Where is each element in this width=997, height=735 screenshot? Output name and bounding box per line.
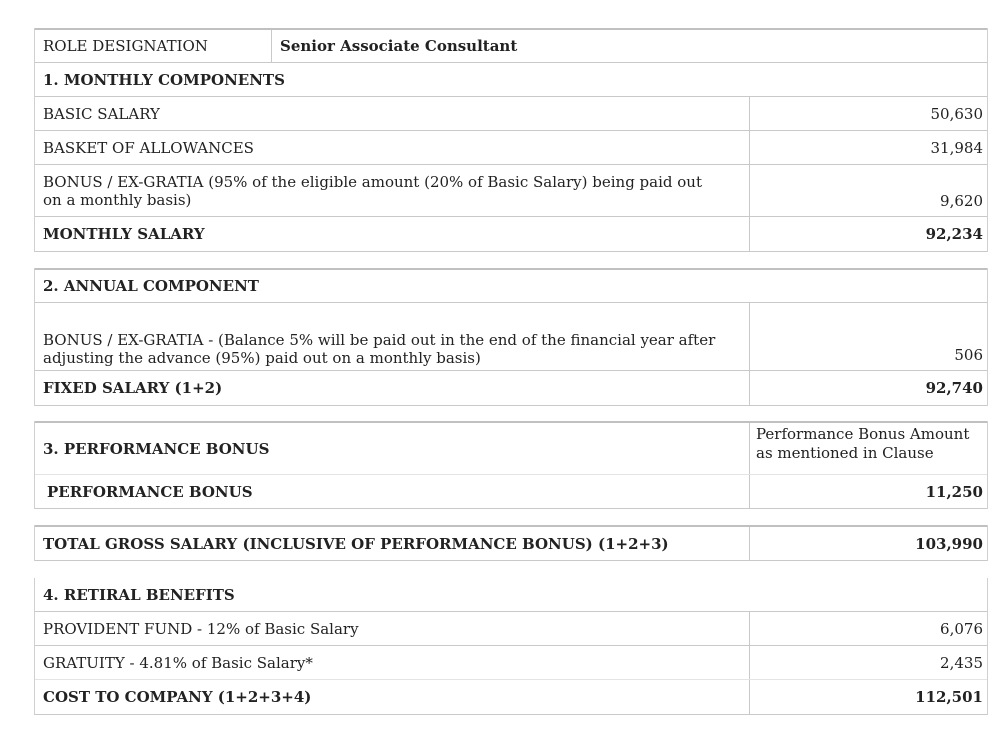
basic-salary-label: BASIC SALARY (43, 104, 160, 123)
gross-salary-row (35, 527, 987, 561)
provident-fund-value: 6,076 (749, 612, 987, 645)
table-row (35, 97, 987, 131)
fixed-salary-label: FIXED SALARY (1+2) (43, 379, 223, 397)
section-1-title-row (35, 63, 987, 97)
section-2-title-row (35, 270, 987, 303)
role-designation-value: Senior Associate Consultant (271, 30, 987, 62)
table-row (35, 646, 987, 680)
basic-salary-value: 50,630 (749, 97, 987, 130)
table-row (35, 612, 987, 646)
performance-bonus-note (749, 423, 987, 474)
gratuity-value: 2,435 (749, 646, 987, 679)
monthly-salary-label: MONTHLY SALARY (43, 225, 205, 243)
gross-salary-label: TOTAL GROSS SALARY (INCLUSIVE OF PERFORMANCE BONUS) (1+2+3) (43, 534, 669, 553)
cost-to-company-label: COST TO COMPANY (1+2+3+4) (43, 688, 312, 706)
monthly-bonus-label: BONUS / EX-GRATIA (95% of the eligible amount (20% of Basic Salary) being paid out on a monthly basis) (43, 172, 702, 209)
section-4-title-row (35, 578, 987, 612)
table-row (35, 131, 987, 165)
section-4-title: 4. RETIRAL BENEFITS (43, 585, 235, 604)
monthly-bonus-value: 9,620 (749, 165, 987, 216)
gratuity-label: GRATUITY - 4.81% of Basic Salary* (43, 653, 313, 672)
basket-of-allowances-label: BASKET OF ALLOWANCES (43, 138, 254, 157)
annual-bonus-label: BONUS / EX-GRATIA - (Balance 5% will be paid out in the end of the financial year after adjusting the advance (95%) paid out on a monthly basis) (43, 331, 716, 367)
monthly-salary-value: 92,234 (749, 217, 987, 251)
section-1-title: 1. MONTHLY COMPONENTS (43, 70, 285, 89)
role-designation-row (35, 30, 987, 63)
fixed-salary-value: 92,740 (749, 371, 987, 405)
performance-bonus-table (34, 421, 988, 509)
table-row (35, 303, 987, 371)
role-designation-label: ROLE DESIGNATION (43, 37, 208, 55)
section-2-title: 2. ANNUAL COMPONENT (43, 277, 259, 295)
retiral-benefits-table (34, 578, 988, 715)
monthly-components-table (34, 28, 988, 252)
gross-salary-value: 103,990 (749, 527, 987, 560)
cost-to-company-value: 112,501 (749, 680, 987, 714)
gross-salary-table (34, 525, 988, 561)
basket-of-allowances-value: 31,984 (749, 131, 987, 164)
performance-bonus-note-text: Performance Bonus Amount as mentioned in Clause (756, 425, 970, 462)
fixed-salary-row (35, 371, 987, 406)
provident-fund-label: PROVIDENT FUND - 12% of Basic Salary (43, 619, 359, 638)
table-row (35, 165, 987, 217)
performance-bonus-row (35, 475, 987, 509)
cost-to-company-row (35, 680, 987, 715)
monthly-salary-row (35, 217, 987, 252)
performance-bonus-label: PERFORMANCE BONUS (47, 482, 253, 501)
performance-bonus-value: 11,250 (749, 475, 987, 508)
section-3-title: 3. PERFORMANCE BONUS (43, 439, 270, 458)
section-3-title-row (35, 423, 987, 475)
annual-bonus-value: 506 (749, 303, 987, 370)
annual-component-table (34, 268, 988, 406)
